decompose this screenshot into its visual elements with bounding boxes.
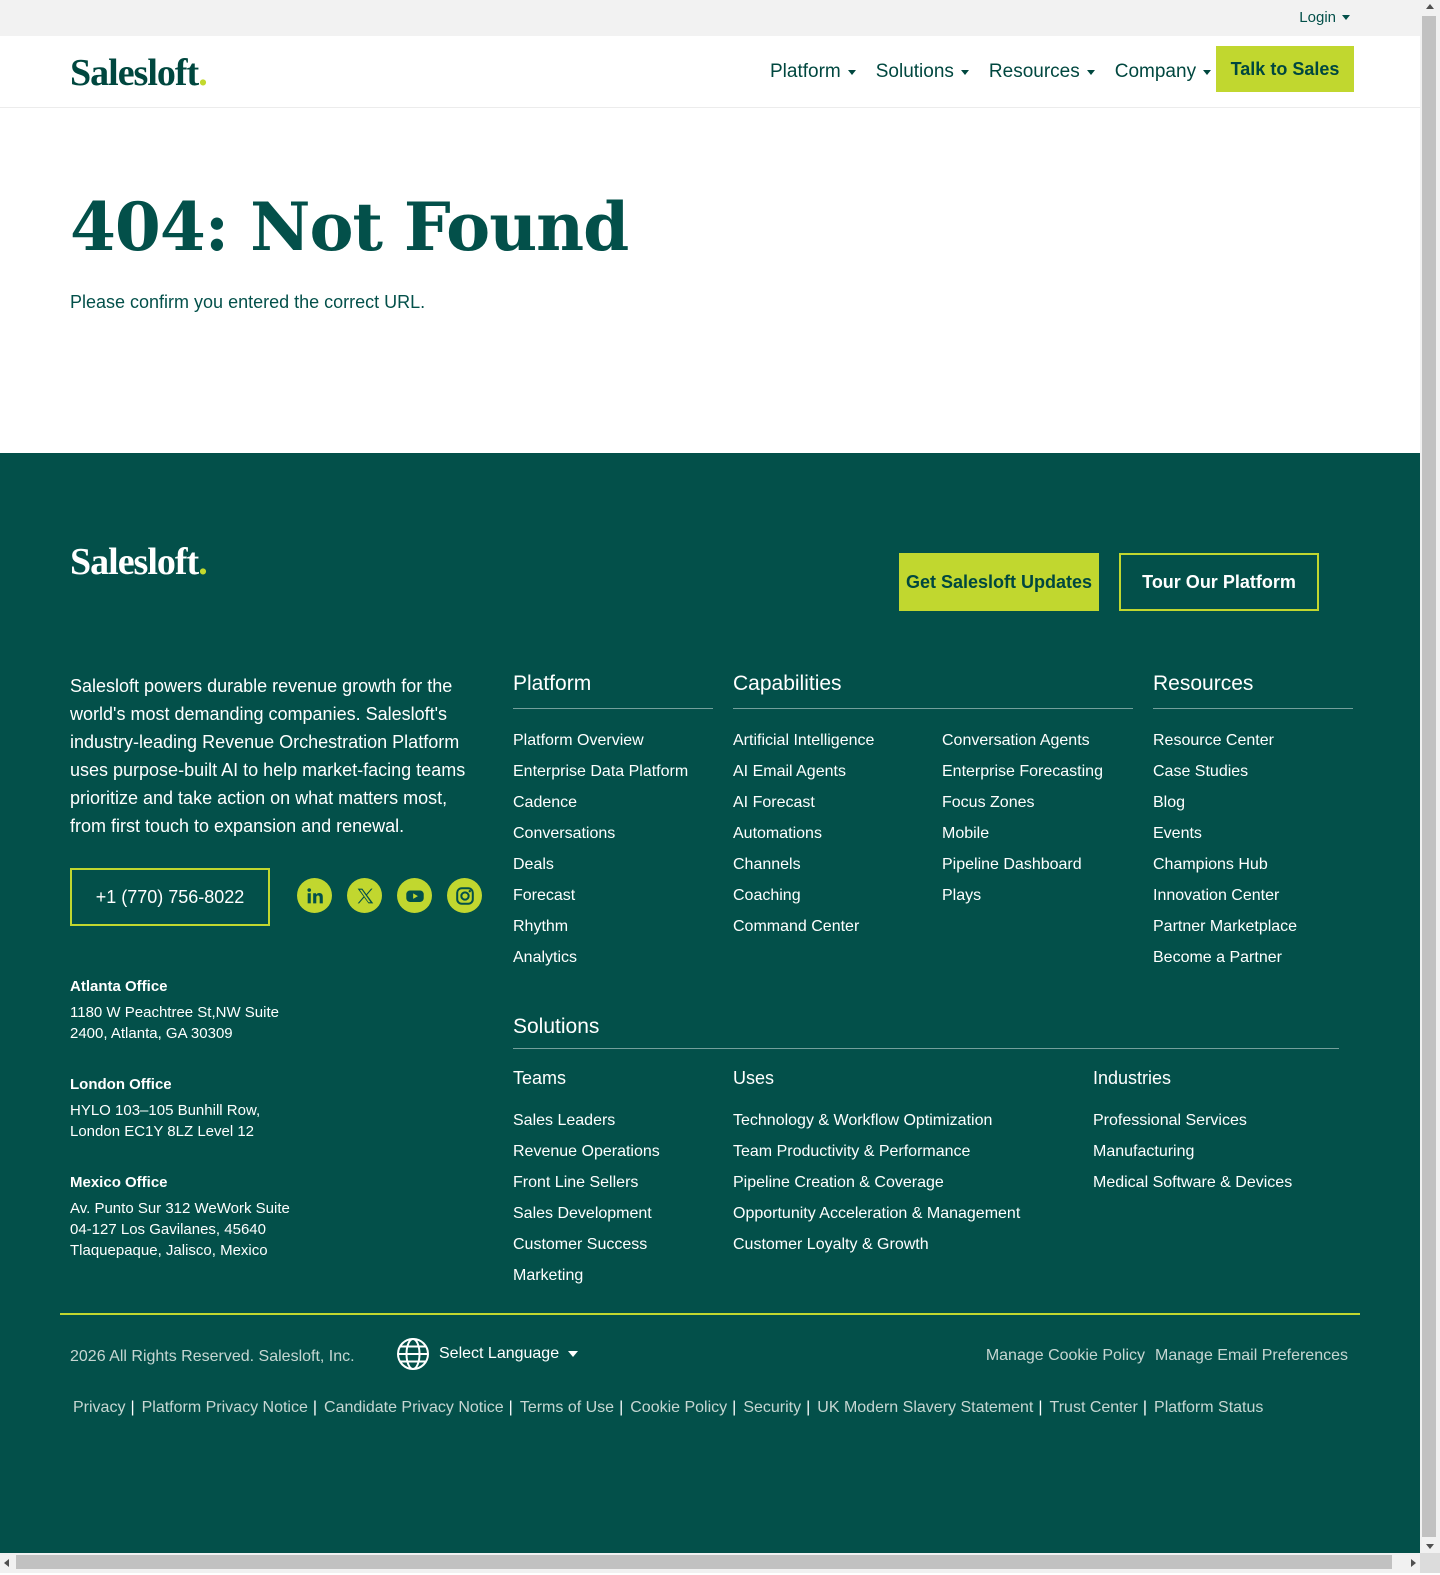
logo-text: Salesloft — [70, 52, 199, 94]
scrollbar-corner — [1420, 1553, 1440, 1573]
scroll-left-icon[interactable] — [4, 1559, 9, 1567]
globe-icon — [396, 1337, 430, 1371]
nav-label: Company — [1114, 61, 1197, 82]
office-london — [70, 1074, 370, 1142]
platform-links — [513, 725, 688, 973]
chevron-down-icon — [1342, 15, 1350, 20]
instagram-icon[interactable] — [447, 878, 482, 913]
uses-links — [733, 1105, 1020, 1260]
footer-divider — [60, 1313, 1360, 1315]
language-label: Select Language — [439, 1345, 560, 1362]
footer-subheading-uses: Uses — [733, 1068, 775, 1088]
separator: | — [1142, 1399, 1148, 1416]
scrollbar-thumb[interactable] — [1422, 16, 1436, 1537]
footer-link[interactable]: Innovation Center — [1153, 887, 1280, 904]
separator: | — [806, 1399, 811, 1416]
manage-cookie-link[interactable]: Manage Cookie Policy — [985, 1347, 1146, 1364]
page-title: 404: Not Found — [70, 188, 629, 266]
legal-links — [73, 1399, 1263, 1417]
social-links — [297, 878, 482, 913]
footer-link[interactable]: Customer Loyalty & Growth — [733, 1236, 929, 1253]
capabilities-links-left — [733, 725, 874, 942]
footer-link[interactable]: Sales Leaders — [513, 1112, 616, 1129]
legal-link[interactable]: Security — [743, 1399, 802, 1416]
footer-subheading-industries: Industries — [1093, 1068, 1172, 1088]
nav-item-platform[interactable] — [770, 61, 856, 83]
office-atlanta — [70, 976, 370, 1044]
scroll-up-icon[interactable] — [1426, 4, 1434, 9]
tour-platform-button[interactable]: Tour Our Platform — [1119, 553, 1319, 611]
legal-link[interactable]: Terms of Use — [519, 1399, 615, 1416]
footer-link[interactable]: Manufacturing — [1093, 1143, 1195, 1160]
office-name: London Office — [70, 1076, 172, 1093]
nav-item-solutions[interactable] — [876, 61, 969, 83]
error-message: Please confirm you entered the correct URL. — [70, 292, 426, 312]
horizontal-scrollbar[interactable] — [0, 1553, 1420, 1573]
footer-link[interactable]: Conversation Agents — [942, 732, 1090, 749]
separator: | — [508, 1399, 513, 1416]
chevron-down-icon — [1203, 70, 1211, 75]
footer-link[interactable]: Case Studies — [1153, 763, 1249, 780]
footer-link[interactable]: Cadence — [513, 794, 578, 811]
nav-item-resources[interactable] — [989, 61, 1095, 83]
footer-link[interactable]: Technology & Workflow Optimization — [733, 1112, 993, 1129]
office-address-line: HYLO 103–105 Bunhill Row, — [70, 1102, 261, 1119]
footer-link[interactable]: Pipeline Creation & Coverage — [733, 1174, 944, 1191]
get-updates-button[interactable]: Get Salesloft Updates — [899, 553, 1099, 611]
footer-link[interactable]: Blog — [1153, 794, 1186, 811]
chevron-down-icon — [961, 70, 969, 75]
footer-subheading-teams: Teams — [513, 1068, 567, 1088]
scroll-down-icon[interactable] — [1426, 1544, 1434, 1549]
separator: | — [619, 1399, 624, 1416]
footer-link[interactable]: Champions Hub — [1153, 856, 1268, 873]
office-address-line: Tlaquepaque, Jalisco, Mexico — [70, 1242, 268, 1259]
youtube-icon[interactable] — [397, 878, 432, 913]
talk-to-sales-button[interactable]: Talk to Sales — [1216, 46, 1354, 92]
logo-dot: . — [198, 52, 207, 94]
separator: | — [312, 1399, 318, 1416]
nav-label: Solutions — [875, 61, 954, 82]
capabilities-links-right — [942, 725, 1103, 911]
scrollbar-thumb[interactable] — [16, 1555, 1392, 1569]
office-address-line: Av. Punto Sur 312 WeWork Suite — [70, 1200, 290, 1217]
login-dropdown[interactable] — [1299, 9, 1350, 26]
x-icon[interactable] — [347, 878, 382, 913]
footer-link[interactable]: Front Line Sellers — [513, 1174, 639, 1191]
phone-button[interactable]: +1 (770) 756-8022 — [70, 868, 270, 926]
site-header — [0, 36, 1420, 108]
logo-dot: . — [198, 541, 207, 583]
legal-link[interactable]: Privacy — [73, 1399, 126, 1416]
office-address-line: London EC1Y 8LZ Level 12 — [70, 1123, 255, 1140]
separator: | — [1038, 1399, 1043, 1416]
vertical-scrollbar[interactable] — [1420, 0, 1440, 1553]
footer-logo[interactable] — [70, 543, 207, 581]
footer-link[interactable]: Enterprise Data Platform — [513, 763, 689, 780]
footer-link[interactable]: Become a Partner — [1153, 949, 1282, 966]
footer-link[interactable]: Automations — [733, 825, 822, 842]
footer-link[interactable]: Marketing — [513, 1267, 584, 1284]
chevron-down-icon — [1087, 70, 1095, 75]
office-address-line: 1180 W Peachtree St,NW Suite — [70, 1004, 279, 1021]
office-address-line: 2400, Atlanta, GA 30309 — [70, 1025, 233, 1042]
linkedin-icon[interactable] — [297, 878, 332, 913]
footer-link[interactable]: Medical Software & Devices — [1093, 1174, 1293, 1191]
footer-link[interactable]: Team Productivity & Performance — [733, 1143, 971, 1160]
main-nav — [770, 36, 1211, 108]
footer-link[interactable]: Mobile — [942, 825, 990, 842]
footer-link[interactable]: Sales Development — [513, 1205, 652, 1222]
nav-label: Resources — [988, 61, 1080, 82]
footer-heading-capabilities: Capabilities — [733, 672, 1133, 709]
footer-link[interactable]: Command Center — [733, 918, 860, 935]
chevron-down-icon — [568, 1351, 578, 1357]
manage-email-link[interactable]: Manage Email Preferences — [1155, 1347, 1348, 1364]
footer-link[interactable]: Plays — [942, 887, 982, 904]
office-name: Atlanta Office — [70, 978, 168, 995]
footer-link[interactable]: Partner Marketplace — [1153, 918, 1298, 935]
legal-link[interactable]: Platform Status — [1154, 1399, 1264, 1416]
footer-heading-platform: Platform — [513, 672, 713, 709]
separator: | — [130, 1399, 135, 1416]
footer-heading-resources: Resources — [1153, 672, 1353, 709]
industries-links — [1093, 1105, 1292, 1198]
footer-link[interactable]: Forecast — [513, 887, 576, 904]
manage-preferences — [986, 1347, 1348, 1365]
footer-heading-solutions: Solutions — [513, 1015, 1339, 1049]
footer-link[interactable]: Opportunity Acceleration & Management — [733, 1205, 1021, 1222]
footer-link[interactable]: Platform Overview — [513, 732, 644, 749]
legal-link[interactable]: Platform Privacy Notice — [141, 1399, 308, 1416]
resources-links — [1153, 725, 1297, 973]
legal-link[interactable]: Trust Center — [1049, 1399, 1138, 1416]
chevron-down-icon — [848, 70, 856, 75]
footer-link[interactable]: Customer Success — [513, 1236, 648, 1253]
footer-link[interactable]: Channels — [733, 856, 801, 873]
logo-text: Salesloft — [70, 541, 199, 583]
footer-link[interactable]: Resource Center — [1153, 732, 1274, 749]
salesloft-logo[interactable] — [70, 54, 207, 92]
language-selector[interactable] — [396, 1337, 578, 1371]
footer-link[interactable]: Conversations — [513, 825, 616, 842]
teams-links — [513, 1105, 660, 1291]
copyright-text: 2026 All Rights Reserved. Salesloft, Inc. — [70, 1348, 355, 1365]
footer-link[interactable]: Revenue Operations — [513, 1143, 660, 1160]
nav-label: Platform — [770, 61, 841, 82]
footer-link[interactable]: Analytics — [513, 949, 578, 966]
office-name: Mexico Office — [70, 1174, 168, 1191]
site-footer — [0, 453, 1420, 1553]
scroll-right-icon[interactable] — [1411, 1559, 1416, 1567]
legal-link[interactable]: Cookie Policy — [630, 1399, 728, 1416]
nav-item-company[interactable] — [1115, 61, 1211, 83]
office-mexico — [70, 1172, 370, 1261]
footer-link[interactable]: Events — [1153, 825, 1202, 842]
footer-link[interactable]: AI Email Agents — [733, 763, 846, 780]
separator: | — [732, 1399, 737, 1416]
login-label: Login — [1299, 9, 1336, 26]
office-address-line: 04-127 Los Gavilanes, 45640 — [70, 1221, 266, 1238]
footer-link[interactable]: Coaching — [733, 887, 801, 904]
footer-link[interactable]: Focus Zones — [942, 794, 1035, 811]
footer-link[interactable]: Deals — [513, 856, 554, 873]
about-text: Salesloft powers durable revenue growth for the world's most demanding companies. Salesloft's industry-leading Revenue Orchestration Platform uses purpose-built AI to help market-facing teams prioritize and take action on what matters most, from first touch to expansion and renewal. — [70, 676, 466, 836]
legal-link[interactable]: Candidate Privacy Notice — [324, 1399, 504, 1416]
footer-link[interactable]: AI Forecast — [733, 794, 815, 811]
footer-link[interactable]: Rhythm — [513, 918, 569, 935]
utility-bar — [0, 0, 1420, 36]
footer-link[interactable]: Enterprise Forecasting — [942, 763, 1103, 780]
footer-link[interactable]: Professional Services — [1093, 1112, 1247, 1129]
footer-link[interactable]: Pipeline Dashboard — [942, 856, 1082, 873]
footer-link[interactable]: Artificial Intelligence — [733, 732, 875, 749]
legal-link[interactable]: UK Modern Slavery Statement — [817, 1399, 1034, 1416]
